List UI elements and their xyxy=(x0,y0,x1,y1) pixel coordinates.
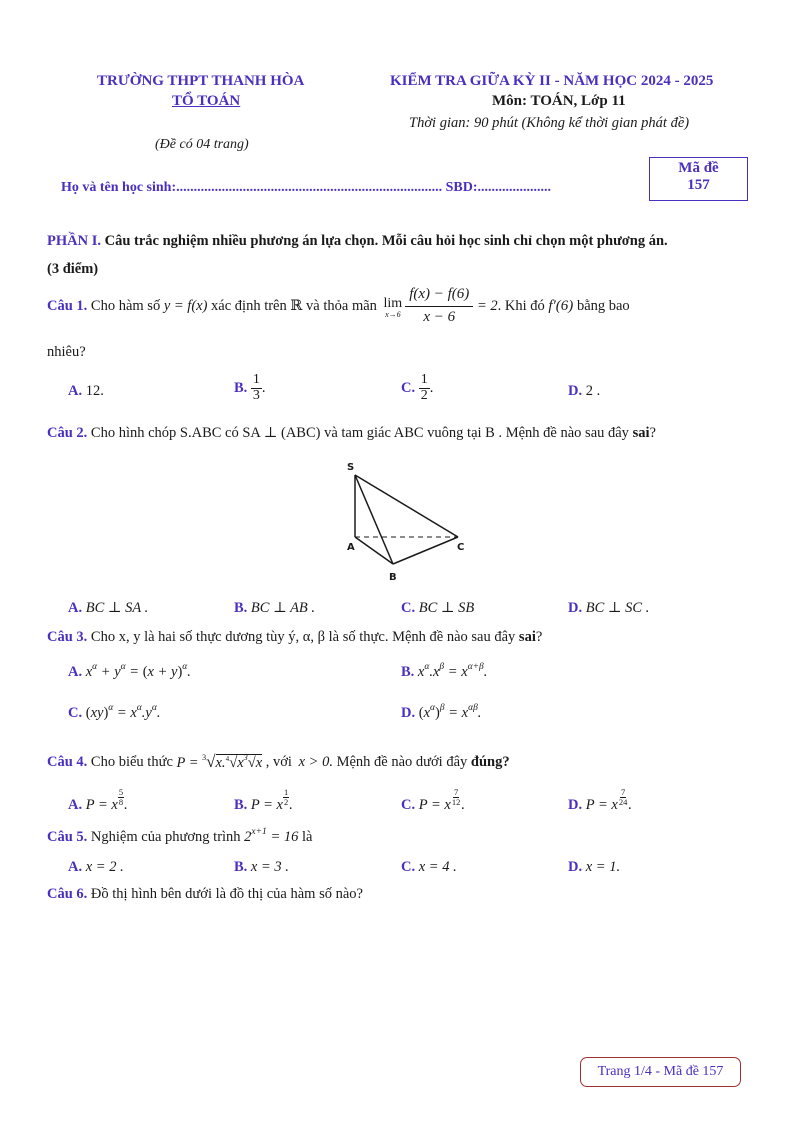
q4-option-c[interactable]: C. P = x $\frac{7}{12}$ . xyxy=(401,787,465,813)
option-label: D. xyxy=(568,383,583,399)
exp-num: 5 xyxy=(118,787,124,797)
q1-limit xyxy=(384,297,403,319)
exam-code-label: Mã đề xyxy=(678,160,719,176)
q1-text-3: . Khi đó xyxy=(497,297,549,314)
q1-frac-den: x − 6 xyxy=(423,308,456,325)
q4-text: Cho biểu thức xyxy=(87,753,177,770)
vertex-a: A xyxy=(347,542,355,553)
option-label: A. xyxy=(68,797,83,813)
exp-den: 12 xyxy=(451,796,461,807)
q2-option-d[interactable] xyxy=(568,600,649,617)
q1-fraction xyxy=(405,287,473,326)
q3-text: Cho x, y là hai số thực dương tùy ý, α, β là số thực. Mệnh đề nào sau đây xyxy=(87,629,519,645)
q3-emphasis: sai xyxy=(518,629,536,645)
q3-option-c[interactable]: C. $(xy)^\alpha = x^\alpha.y^\alpha$. xyxy=(68,703,161,721)
q1-text-5: nhiêu? xyxy=(47,344,86,360)
q5-end: là xyxy=(298,829,313,845)
q1-text-4: bằng bao xyxy=(573,297,630,314)
q4-emphasis: đúng? xyxy=(470,753,510,770)
option-value: x = 1. xyxy=(582,859,621,875)
q5-exponent: x+1 xyxy=(251,827,267,837)
section-desc: Câu trắc nghiệm nhiều phương án lựa chọn. Mỗi câu hỏi học sinh chỉ chọn một phương án. xyxy=(100,233,668,249)
q1-eq: = 2 xyxy=(473,297,498,314)
q5-option-d[interactable] xyxy=(568,859,620,876)
option-label: B. xyxy=(401,664,415,680)
q4-option-d[interactable]: D. P = x $\frac{7}{24}$ . xyxy=(568,787,632,813)
q4-condition: x > 0. xyxy=(298,753,333,770)
q5-rhs: = 16 xyxy=(266,829,299,845)
q1-derivative: f′(6) xyxy=(548,297,574,314)
exam-code: 157 xyxy=(687,177,710,193)
option-label: D. xyxy=(568,600,583,616)
option-label: B. xyxy=(234,797,248,813)
q4-option-a[interactable]: A. P = x $\frac{5}{8}$ . xyxy=(68,787,128,813)
option-den: 2 xyxy=(420,387,428,403)
option-label: A. xyxy=(68,664,83,680)
q4-option-b[interactable]: B. P = x $\frac{1}{2}$ . xyxy=(234,787,293,813)
option-label: A. xyxy=(68,859,83,875)
option-den: 3 xyxy=(252,387,260,403)
option-value: BC ⊥ SB xyxy=(415,600,475,616)
option-label: D. xyxy=(401,705,416,721)
vertex-b: B xyxy=(389,572,397,583)
q1-option-a[interactable] xyxy=(68,383,104,400)
option-label: A. xyxy=(68,383,83,399)
q3-option-d[interactable]: D. $(x^\alpha)^\beta = x^{\alpha\beta}$. xyxy=(401,703,482,721)
option-num: 1 xyxy=(252,372,260,387)
q2-emphasis: sai xyxy=(632,425,650,441)
option-value: BC ⊥ AB . xyxy=(247,600,316,616)
exam-code-box xyxy=(649,157,748,201)
exam-title: KIỂM TRA GIỮA KỲ II - NĂM HỌC 2024 - 2025 xyxy=(390,73,714,89)
edge-sc xyxy=(355,475,458,537)
option-label: B. xyxy=(234,859,248,875)
option-value: 12. xyxy=(82,383,104,399)
question-3 xyxy=(47,629,542,646)
q1-lim: lim xyxy=(383,296,403,312)
exp-num: 1 xyxy=(284,787,289,797)
vertex-c: C xyxy=(457,542,465,553)
option-value: BC ⊥ SC . xyxy=(582,600,650,616)
q5-option-c[interactable] xyxy=(401,859,457,876)
option-label: A. xyxy=(68,600,83,616)
exp-den: 24 xyxy=(618,796,628,807)
q5-label: Câu 5. xyxy=(47,829,88,845)
q1-function: y = f(x) xyxy=(163,297,208,314)
q6-label: Câu 6. xyxy=(47,886,88,902)
question-4 xyxy=(47,752,510,772)
q1-option-d[interactable] xyxy=(568,383,600,400)
time-line: Thời gian: 90 phút (Không kể thời gian phát đề) xyxy=(409,115,690,131)
q5-text: Nghiệm của phương trình xyxy=(87,829,245,845)
q5-base: 2 xyxy=(244,829,252,845)
option-value: BC ⊥ SA . xyxy=(82,600,149,616)
option-label: C. xyxy=(68,705,83,721)
exp-num: 7 xyxy=(620,787,626,797)
q3-option-b[interactable]: B. $x^\alpha.x^\beta = x^{\alpha+\beta}$. xyxy=(401,662,488,680)
option-label: C. xyxy=(401,859,416,875)
option-label: C. xyxy=(401,600,416,616)
pyramid-figure xyxy=(330,455,480,585)
edge-bc xyxy=(393,537,458,564)
page-footer xyxy=(580,1057,741,1087)
student-info-line: Họ và tên học sinh:............................................................................ SBD:..................... xyxy=(61,180,552,195)
exp-den: 2 xyxy=(284,796,289,807)
option-value: x = 4 . xyxy=(415,859,457,875)
question-2 xyxy=(47,425,656,442)
option-label: D. xyxy=(568,859,583,875)
q3-end: ? xyxy=(535,629,543,645)
q3-label: Câu 3. xyxy=(47,629,88,645)
q4-expression: $P = ^3√x.^4√x^3√x$ xyxy=(176,752,263,771)
question-1 xyxy=(47,287,747,326)
q6-text: Đồ thị hình bên dưới là đồ thị của hàm số nào? xyxy=(87,886,363,902)
q2-option-c[interactable] xyxy=(401,600,474,617)
q2-option-b[interactable] xyxy=(234,600,315,617)
exp-num: 7 xyxy=(453,787,459,797)
option-label: C. xyxy=(401,797,416,813)
vertex-s: S xyxy=(347,462,355,473)
section-heading xyxy=(47,233,668,250)
option-label: D. xyxy=(568,797,583,813)
option-value: x = 2 . xyxy=(82,859,124,875)
option-label: C. xyxy=(401,379,416,396)
exp-den: 8 xyxy=(118,796,124,807)
department-name: TỔ TOÁN xyxy=(172,93,241,109)
q1-lim-sub: x→6 xyxy=(385,310,401,320)
q1-text: Cho hàm số xyxy=(87,297,164,314)
option-value: 2 . xyxy=(582,383,601,399)
option-value: x = 3 . xyxy=(247,859,289,875)
q3-option-a[interactable]: A. $x^\alpha + y^\alpha = (x + y)^\alpha$. xyxy=(68,662,191,680)
option-label: B. xyxy=(234,600,248,616)
q1-option-c[interactable]: C. $\frac{1}{2}$ . xyxy=(401,372,434,403)
q4-label: Câu 4. xyxy=(47,753,88,770)
q2-option-a[interactable] xyxy=(68,600,148,617)
q2-end: ? xyxy=(649,425,656,441)
footer-text: Trang 1/4 - Mã đề 157 xyxy=(597,1064,724,1079)
page-count-note: (Đề có 04 trang) xyxy=(155,137,249,152)
school-name: TRƯỜNG THPT THANH HÒA xyxy=(97,73,305,89)
q1-frac-num: f(x) − f(6) xyxy=(405,287,473,307)
question-5 xyxy=(47,829,312,846)
option-num: 1 xyxy=(420,372,428,387)
q2-text: Cho hình chóp S.ABC có SA ⊥ (ABC) và tam giác ABC vuông tại B . Mệnh đề nào sau đây xyxy=(87,425,633,441)
q4-text-2: , với xyxy=(262,753,296,770)
q2-label: Câu 2. xyxy=(47,425,88,441)
q1-option-b[interactable]: B. $\frac{1}{3}$ . xyxy=(234,372,266,403)
section-title: PHẦN I. xyxy=(47,233,101,249)
q4-text-3: Mệnh đề nào dưới đây xyxy=(332,753,471,770)
q5-option-b[interactable] xyxy=(234,859,289,876)
subject-line: Môn: TOÁN, Lớp 11 xyxy=(492,93,626,109)
question-6 xyxy=(47,886,363,903)
q1-text-2: xác định trên ℝ và thỏa mãn xyxy=(207,297,381,314)
section-points: (3 điểm) xyxy=(47,261,99,277)
q1-label: Câu 1. xyxy=(47,297,88,314)
q5-option-a[interactable] xyxy=(68,859,124,876)
option-label: B. xyxy=(234,379,248,396)
